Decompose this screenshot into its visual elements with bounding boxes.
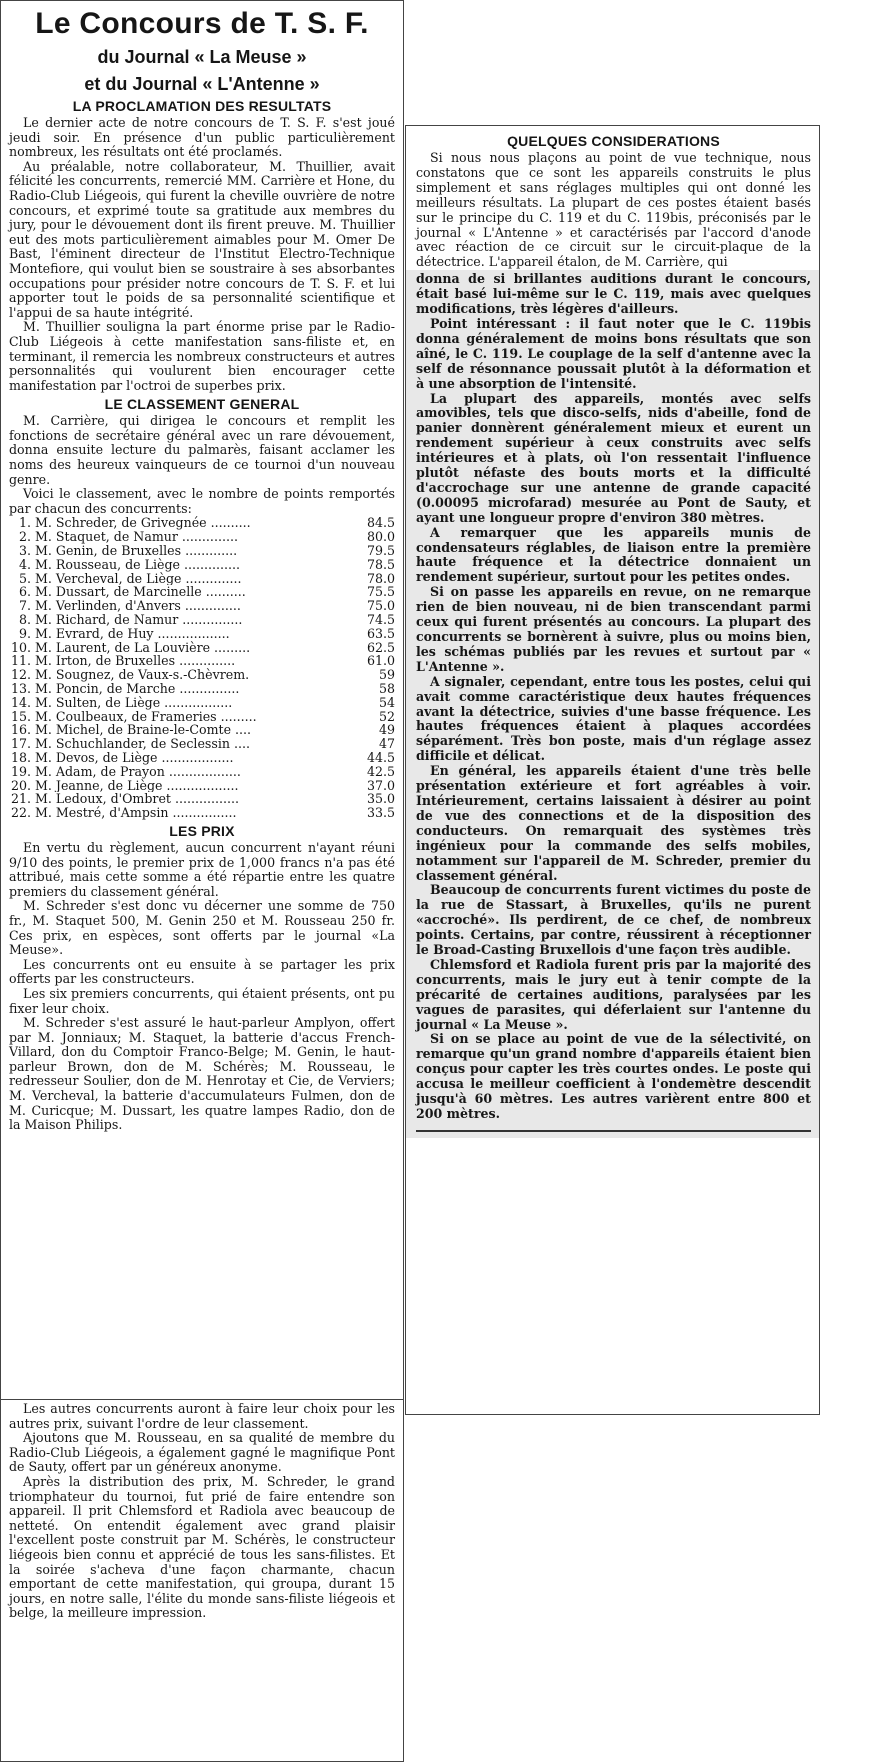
competitor-score: 79.5 [366,543,395,559]
paragraph: donna de si brillantes auditions durant le concours, était basé lui-même sur le C. 119, mais avec quelques modifications, très légères d'ailleurs. [416,271,811,317]
competitor-name: M. Richard, de Namur ............... [35,613,243,627]
competitor-score: 61.0 [366,653,395,669]
ranking-row [9,544,395,558]
competitor-name: M. Ledoux, d'Ombret ................ [35,792,240,807]
competitor-score: 42.5 [366,763,395,779]
paragraph: Ajoutons que M. Rousseau, en sa qualité de membre du Radio-Club Liégeois, a également gagné le magnifique Pont de Sauty, offert par un généreux anonyme. [9,1430,395,1475]
competitor-name: M. Genin, de Bruxelles ............. [35,544,238,558]
competitor-name: M. Dussart, de Marcinelle .......... [35,585,246,600]
ranking-row [9,572,395,586]
rank-number: 6. [18,584,31,600]
paragraph: Au préalable, notre collaborateur, M. Thuillier, avait félicité les concurrents, remercié MM. Carrière et Hone, du Radio-Club Liégeois, qui furent la cheville ouvrière de notre concours, et exprimé toute sa gratitude aux membres du jury, pour le dévouement dont ils firent preuve. M. Thuillier eut des mots particulièrement aimables pour M. Omer De Bast, l'éminent directeur de l'Institut Electro-Technique Montefiore, qui voulut bien se soustraire à ses absorbantes occupations pour présider notre concours de T. S. F. et lui apporter tout le poids de sa personnalité scientifique et l'appui de sa haute intégrité. [9,158,395,320]
ranking-row [9,806,395,820]
competitor-name: M. Michel, de Braine-le-Comte .... [35,723,252,738]
ranking-row [9,710,395,724]
competitor-score: 47 [378,736,395,752]
ranking-table [9,516,395,820]
rank-number: 9. [18,625,31,641]
rank-number: 14. [10,694,31,710]
competitor-name: M. Adam, de Prayon .................. [35,764,241,779]
ranking-row [9,627,395,641]
paragraph: M. Thuillier souligna la part énorme prise par le Radio-Club Liégeois à cette manifestation sans-filiste et, en terminant, il remercia les nombreux constructeurs et autres personnalités qui voulurent bien encourager cette manifestation par l'octroi de superbes prix. [9,319,395,393]
article-title: Le Concours de T. S. F. [35,7,369,40]
competitor-score: 80.0 [366,529,395,545]
right-column [405,125,820,1415]
ranking-row [9,641,395,655]
competitor-name: M. Devos, de Liège .................. [35,750,234,765]
competitor-score: 52 [378,708,395,724]
rank-number: 12. [10,667,31,683]
bold-text-block [406,270,819,1138]
section-heading-considerations: QUELQUES CONSIDERATIONS [507,133,720,149]
competitor-name: M. Coulbeaux, de Frameries ......... [35,709,257,724]
competitor-name: M. Verlinden, d'Anvers .............. [35,599,241,614]
competitor-score: 59 [378,667,395,683]
competitor-name: M. Staquet, de Namur .............. [35,530,238,545]
competitor-name: M. Irton, de Bruxelles .............. [35,654,236,669]
paragraph: A signaler, cependant, entre tous les postes, celui qui avait comme caractéristique deux hautes fréquences avant la détectrice, suivies d'une basse fréquence. Les hautes fréquences étaient à plaques accordées séparément. Très bon poste, mais d'un réglage assez difficile et délicat. [416,673,811,764]
paragraph: En vertu du règlement, aucun concurrent n'ayant réuni 9/10 des points, le premier prix de 1,000 francs n'a pas été attribué, mais cette somme a été répartie entre les quatre premiers du classement général. [9,839,395,899]
competitor-score: 75.5 [366,584,395,600]
paragraph: En général, les appareils étaient d'une très belle présentation extérieure et fort agréables à voir. Intérieurement, certains laissaient à désirer au point de vue des connections et de la disposition des conducteurs. On remarquait des systèmes très ingénieux pour la commande des selfs mobiles, notamment sur l'appareil de M. Schreder, premier du classement général. [416,763,811,883]
paragraph: Beaucoup de concurrents furent victimes du poste de la rue de Stassart, à Bruxelles, qu'ils ne purent «accroché». Ils perdirent, de ce chef, de nombreux points. Certains, par contre, réussirent à réceptionner le Broad-Casting Bruxellois d'une façon très audible. [416,882,811,958]
left-column [0,0,404,1400]
ranking-row [9,530,395,544]
rank-number: 5. [18,570,31,586]
paragraph: La plupart des appareils, montés avec selfs amovibles, tels que disco-selfs, nids d'abeille, fond de panier donnèrent généralement mieux et eurent un rendement supérieur à ceux construits avec selfs intérieures et à plats, où l'on ressentait l'influence plutôt néfaste des bouts morts et la difficulté d'accrochage sur une antenne de grande capacité (0.00095 microfarad) mesurée au Pont de Sauty, et ayant une longueur propre d'environ 380 mètres. [416,390,811,525]
rank-number: 16. [10,722,31,738]
competitor-score: 37.0 [366,777,395,793]
ranking-row [9,668,395,682]
rank-number: 7. [18,598,31,614]
rank-number: 15. [10,708,31,724]
competitor-score: 44.5 [366,749,395,765]
paragraph: Voici le classement, avec le nombre de points remportés par chacun des concurrents: [9,486,395,516]
rank-number: 21. [10,791,31,807]
paragraph: A remarquer que les appareils munis de condensateurs réglables, de liaison entre la première haute fréquence et la détectrice donnaient un rendement supérieur, surtout pour les petites ondes. [416,524,811,585]
ranking-row [9,723,395,737]
ranking-row [9,599,395,613]
competitor-name: M. Vercheval, de Liège .............. [35,571,242,586]
paragraph: Si on se place au point de vue de la sélectivité, on remarque qu'un grand nombre d'appareils étaient bien conçus pour capter les très courtes ondes. Le poste qui accusa le meilleur coefficient à l'ondemètre descendit jusqu'à 60 mètres. Les autres varièrent entre 800 et 200 mètres. [416,1031,811,1121]
rank-number: 13. [10,681,31,696]
rank-number: 8. [18,612,31,628]
competitor-score: 84.5 [366,515,395,531]
rank-number: 10. [10,639,31,655]
paragraph: M. Schreder s'est donc vu décerner une somme de 750 fr., M. Staquet 500, M. Genin 250 et M. Rousseau 250 fr. Ces prix, en espèces, sont offerts par le journal «La Meuse». [9,898,395,958]
rank-number: 22. [10,805,31,821]
left-column-continuation [0,1400,404,1762]
rank-number: 20. [10,777,31,793]
ranking-row [9,682,395,696]
ranking-row [9,613,395,627]
competitor-name: M. Mestré, d'Ampsin ................ [35,806,237,820]
rank-number: 19. [10,763,31,779]
section-heading-proclamation: LA PROCLAMATION DES RESULTATS [72,98,332,114]
paragraph: Après la distribution des prix, M. Schreder, le grand triomphateur du tournoi, fut prié de faire entendre son appareil. Il prit Chlemsford et Radiola avec beaucoup de netteté. On entendit également avec grand plaisir l'excellent poste construit par M. Schérès, le constructeur liégeois bien connu et apprécié de tous les sans-filistes. Et la soirée s'acheva d'une façon charmante, chacun emportant de cette manifestation, qui groupa, durant 15 jours, en notre salle, l'élite du monde sans-filiste liégeois et belge, la meilleure impression. [9,1473,395,1621]
section-heading-prix: LES PRIX [169,822,235,839]
paragraph: M. Carrière, qui dirigea le concours et remplit les fonctions de secrétaire général avec un rare dévouement, donna ensuite lecture du palmarès, faisant acclamer les noms des heureux vainqueurs de ce tournoi d'un nouveau genre. [9,413,395,487]
competitor-score: 75.0 [366,598,395,614]
competitor-score: 49 [378,722,395,738]
ranking-row [9,558,395,572]
competitor-name: M. Sulten, de Liège ................. [35,695,233,710]
paragraph: Les autres concurrents auront à faire leur choix pour les autres prix, suivant l'ordre de leur classement. [9,1401,395,1431]
paragraph: Si nous nous plaçons au point de vue technique, nous constatons que ce sont les appareils construits le plus simplement et sans réglages multiples qui ont donné les meilleurs résultats. La plupart de ces postes étaient basés sur le principe du C. 119 et du C. 119bis, préconisés par le journal « L'Antenne » et caractérisés par l'accord d'anode avec réaction de ce circuit sur le circuit-plaque de la détectrice. L'appareil étalon, de M. Carrière, qui [416,150,811,270]
subtitle-line-2: et du Journal « L'Antenne » [84,74,320,94]
subtitle-line-1: du Journal « La Meuse » [97,47,307,67]
rank-number: 11. [10,653,31,669]
competitor-score: 35.0 [366,791,395,807]
competitor-score: 58 [378,681,395,696]
rank-number: 17. [10,736,31,752]
section-heading-classement: LE CLASSEMENT GENERAL [104,396,300,413]
competitor-score: 78.5 [366,556,395,572]
ranking-row [9,779,395,793]
ranking-row [9,585,395,599]
end-rule [416,1130,811,1132]
ranking-row [9,765,395,779]
paragraph: M. Schreder s'est assuré le haut-parleur Amplyon, offert par M. Jonniaux; M. Staquet, la batterie d'accus French-Villard, don du Comptoir Franco-Belge; M. Genin, le haut-parleur Brown, don de M. Schérès; M. Rousseau, le redresseur Soulier, don de M. Henrotay et Cie, de Verviers; M. Vercheval, la batterie d'accumulateurs Fulmen, don de M. Curicque; M. Dussart, les quatre lampes Radio, don de la Maison Philips. [9,1015,395,1133]
competitor-name: M. Evrard, de Huy .................. [35,626,230,641]
competitor-name: M. Schuchlander, de Seclessin .... [35,737,250,751]
paragraph: Chlemsford et Radiola furent pris par la majorité des concurrents, mais le jury eut à tenir compte de la précarité de certaines auditions, paralysées par les vagues de parasites, qui déferlaient sur l'antenne du journal « La Meuse ». [416,956,811,1032]
competitor-score: 63.5 [366,625,395,641]
rank-number: 1. [18,515,31,531]
competitor-score: 62.5 [366,639,395,655]
paragraph: Les concurrents ont eu ensuite à se partager les prix offerts par les constructeurs. [9,956,395,987]
competitor-score: 74.5 [366,612,395,628]
rank-number: 3. [18,543,31,559]
competitor-name: M. Sougnez, de Vaux-s.-Chèvrem. [35,668,250,682]
ranking-row [9,792,395,806]
competitor-score: 33.5 [366,805,395,821]
ranking-row [9,654,395,668]
rank-number: 18. [10,749,31,765]
ranking-row [9,516,395,530]
competitor-score: 78.0 [366,570,395,586]
paragraph: Si on passe les appareils en revue, on ne remarque rien de bien nouveau, ni de bien transcendant parmi ceux qui furent présentés au concours. La plupart des concurrents se bornèrent à suivre, plus ou moins bien, les schémas publiés par les revues et surtout par « L'Antenne ». [416,584,811,674]
rank-number: 2. [18,529,31,545]
ranking-row [9,696,395,710]
competitor-score: 54 [378,694,395,710]
rank-number: 4. [18,556,31,572]
paragraph: Le dernier acte de notre concours de T. S. F. s'est joué jeudi soir. En présence d'un public particulièrement nombreux, les résultats ont été proclamés. [9,115,395,160]
paragraph: Les six premiers concurrents, qui étaient présents, ont pu fixer leur choix. [9,985,395,1016]
competitor-name: M. Schreder, de Grivegnée .......... [35,516,251,531]
ranking-row [9,737,395,751]
ranking-row [9,751,395,765]
competitor-name: M. Rousseau, de Liège .............. [35,557,241,572]
competitor-name: M. Poncin, de Marche ............... [35,682,240,696]
competitor-name: M. Laurent, de La Louvière ......... [35,640,251,655]
competitor-name: M. Jeanne, de Liège .................. [35,778,239,793]
paragraph: Point intéressant : il faut noter que le C. 119bis donna généralement de moins bons résultats que son aîné, le C. 119. Le couplage de la self d'antenne avec la self de résonnance poussait plutôt à la déformation et à une absorption de l'intensité. [416,315,811,391]
